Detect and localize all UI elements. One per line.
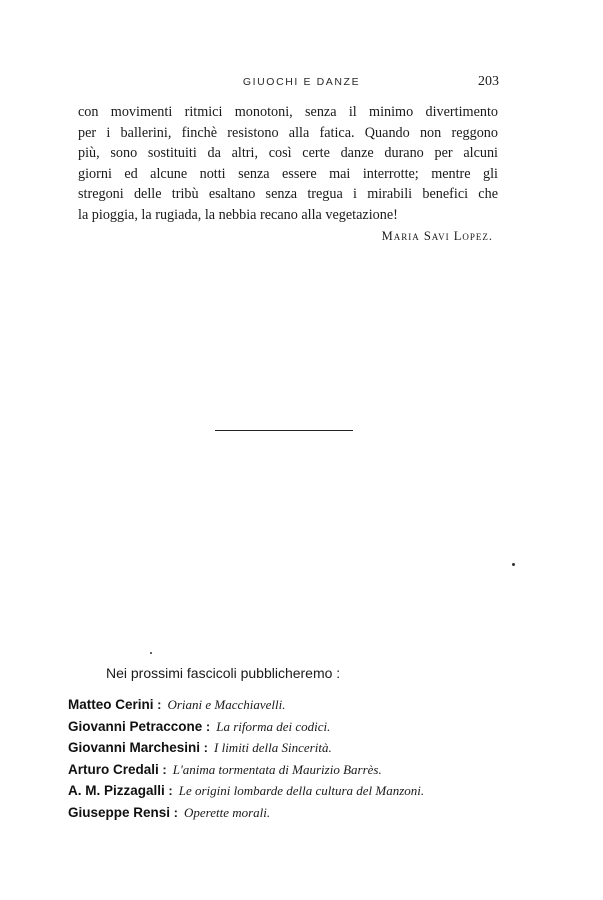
list-item: Matteo Cerini : Oriani e Macchiavelli. (68, 697, 286, 712)
print-speck (150, 652, 152, 654)
author-name: Matteo Cerini (68, 697, 154, 712)
running-header: GIUOCHI E DANZE (242, 76, 361, 88)
upcoming-list (68, 697, 538, 827)
author-name: Giuseppe Rensi (68, 804, 171, 820)
author-name: Arturo Credali (68, 761, 159, 777)
body-line: giorni ed alcune notti senza essere mai interrotte; mentre gli (78, 165, 498, 182)
print-speck (512, 563, 515, 566)
upcoming-heading: Nei prossimi fascicoli pubblicheremo : (106, 665, 341, 681)
author-name: Giovanni Petraccone (68, 718, 203, 734)
list-item: Giuseppe Rensi : Operette morali. (68, 804, 271, 820)
list-item: Giovanni Petraccone : La riforma dei codici. (68, 718, 331, 734)
body-paragraph (78, 102, 498, 226)
list-item: A. M. Pizzagalli : Le origini lombarde della cultura del Manzoni. (68, 783, 425, 799)
author-name: Giovanni Marchesini (68, 740, 201, 756)
body-line: con movimenti ritmici monotoni, senza il minimo divertimento (78, 104, 498, 120)
body-line: stregoni delle tribù esaltano senza tregua i mirabili benefici che (78, 186, 498, 203)
section-divider (215, 430, 353, 431)
body-line: per i ballerini, finchè resistono alla fatica. Quando non reggono (78, 124, 498, 141)
body-line: più, sono sostituiti da altri, così certe danze durano per alcuni (78, 145, 498, 162)
work-title: I limiti della Sincerità. (214, 740, 332, 756)
page-number: 203 (478, 74, 499, 89)
list-item: Giovanni Marchesini : I limiti della Sincerità. (68, 740, 332, 756)
work-title: Oriani e Macchiavelli. (167, 697, 286, 712)
work-title: L'anima tormentata di Maurizio Barrès. (172, 761, 382, 777)
work-title: Le origini lombarde della cultura del Manzoni. (178, 783, 425, 799)
author-name: A. M. Pizzagalli (68, 783, 165, 799)
list-item: Arturo Credali : L'anima tormentata di Maurizio Barrès. (68, 761, 382, 777)
work-title: La riforma dei codici. (216, 718, 331, 734)
author-signature: Maria Savi Lopez. (381, 229, 493, 243)
body-line: la pioggia, la rugiada, la nebbia recano alla vegetazione! (78, 206, 398, 223)
work-title: Operette morali. (183, 804, 271, 820)
